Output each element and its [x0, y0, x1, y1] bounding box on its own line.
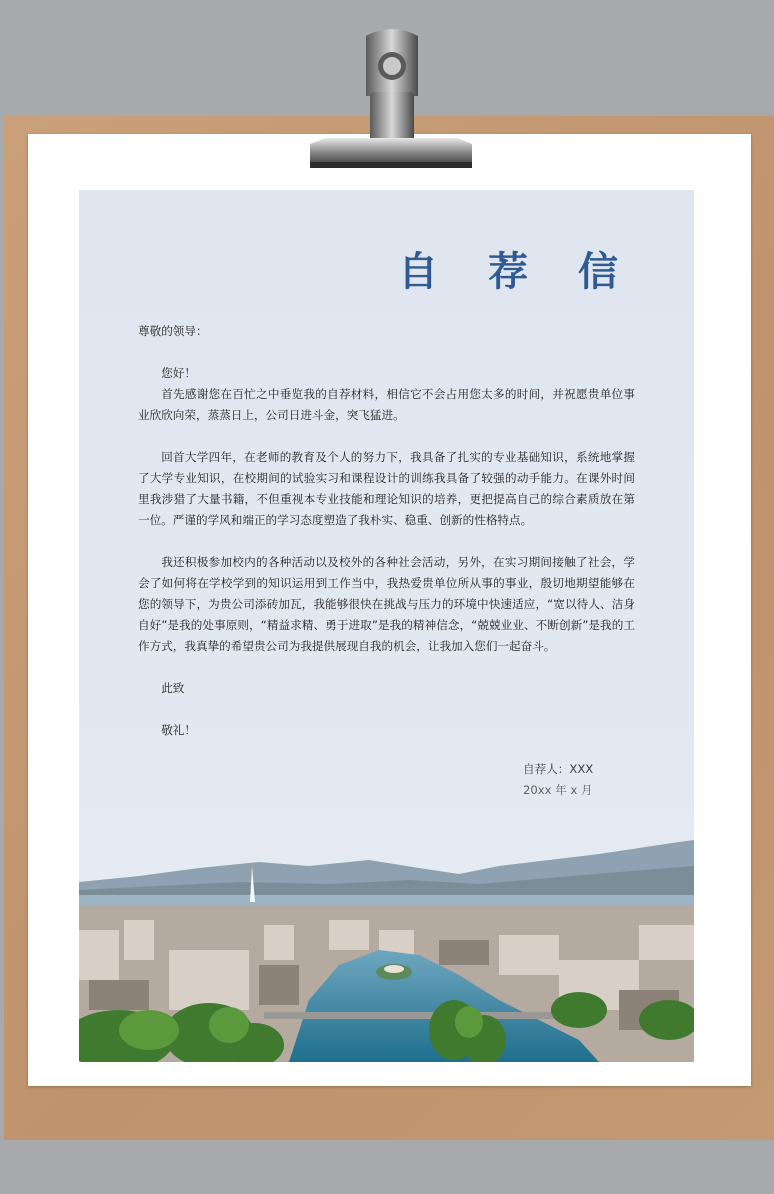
paragraph-3: 我还积极参加校内的各种活动以及校外的各种社会活动，另外，在实习期间接触了社会，学会了如何将在学校学到的知识运用到工作当中，我热爱贵单位所从事的事业，殷切地期望能够在您的领导下，为贵公司添砖加瓦，我能够很快在挑战与压力的环境中快速适应，“宽以待人、洁身自好”是我的处事原则，“精益求精、勇于进取”是我的精神信念，“兢兢业业、不断创新”是我的工作方式，我真挚的希望贵公司为我提供展现自我的机会，让我加入您们一起奋斗。	[138, 555, 635, 653]
paragraph-1: 首先感谢您在百忙之中垂览我的自荐材料，相信它不会占用您太多的时间，并祝愿贵单位事业欣欣向荣，蒸蒸日上，公司日进斗金，突飞猛进。	[138, 387, 635, 422]
salutation: 尊敬的领导：	[138, 324, 208, 338]
letter-title: 自 荐 信	[398, 249, 636, 295]
paragraph-2: 回首大学四年，在老师的教育及个人的努力下，我具备了扎实的专业基础知识，系统地掌握了大学专业知识，在校期间的试验实习和课程设计的训练我具备了较强的动手能力。在课外时间里我涉猎了大量书籍，不但重视本专业技能和理论知识的培养，更把提高自己的综合素质放在第一位。严谨的学风和端正的学习态度塑造了我朴实、稳重、创新的性格特点。	[138, 450, 635, 527]
greeting: 您好！	[161, 366, 196, 380]
letter-sheet	[79, 190, 694, 1062]
closing-line-2: 敬礼！	[161, 723, 196, 737]
city-landscape-image	[79, 750, 694, 1062]
closing-line-1: 此致	[161, 681, 185, 695]
binder-clip-icon	[306, 26, 474, 176]
letter-body	[138, 321, 635, 741]
